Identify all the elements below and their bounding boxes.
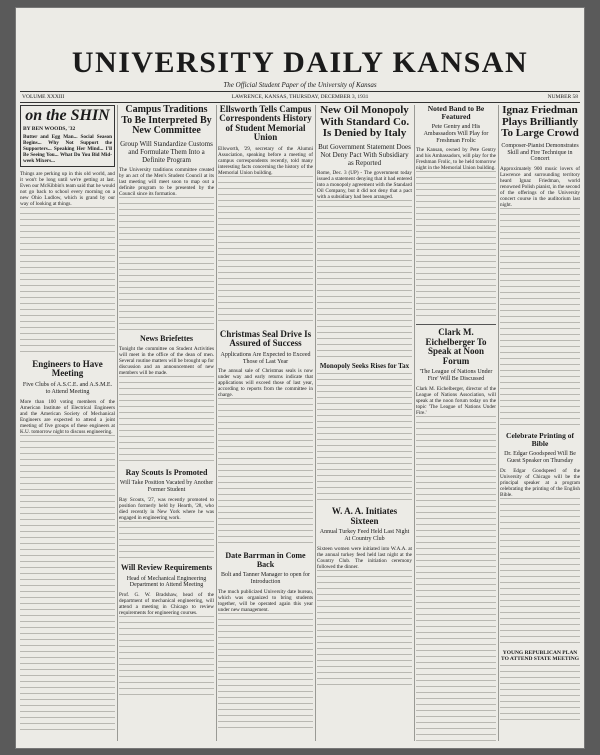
noted-band-subhead: Pete Gentry and His Ambassadors Will Play for Freshman Frolic — [423, 123, 489, 144]
memorial-union-text-lines — [218, 176, 313, 326]
date-bureau-text: The much publicized University date bureau, which was organized to bring students together, will be operated again this year under new management. — [218, 588, 313, 613]
on-the-shin-title: on the SHIN — [25, 107, 110, 124]
oil-monopoly-headline: New Oil Monopoly With Standard Co. Is Denied by Italy — [319, 105, 410, 140]
oil-monopoly-text: Rome, Dec. 3 (UP) - The government today issued a statement denying that it had entered into a monopoly agreement with the Standard Oil Company, but it did not deny that a pact with a subsidiary had been arranged. — [317, 169, 412, 200]
noted-band-text-lines — [416, 171, 496, 321]
date-bureau-headline: Date Barrman in Come Back — [225, 551, 306, 569]
friedman-headline: Ignaz Friedman Plays Brilliantly To Large Crowd — [501, 105, 579, 140]
column-4 — [317, 105, 412, 743]
column-rule — [315, 105, 316, 741]
review-requirements-subhead: Head of Mechanical Engineering Department to Attend Meeting — [126, 575, 207, 589]
oil-monopoly-subhead: But Government Statement Does Not Deny Pact With Subsidiary as Reported — [318, 142, 411, 167]
noted-band-headline: Noted Band to Be Featured — [427, 105, 485, 121]
bible-subhead: Dr. Edgar Goodspeed Will Be Guest Speaker on Thursday — [504, 451, 576, 464]
ray-scouts-headline: Ray Scouts Is Promoted — [125, 468, 208, 478]
traditions-text: The University traditions committee created by an act of the Men's Student Council at its last meeting will meet soon to map out a definite program to be presented by the Council since its formation. — [119, 166, 214, 197]
eichelberger-subhead: 'The League of Nations Under Fire' Will Be Discussed — [419, 369, 493, 383]
monopoly-tax-text-lines — [317, 373, 412, 503]
briefettes-text-lines — [119, 376, 214, 466]
ray-scouts-subhead: Will Take Position Vacated by Another Former Student — [119, 480, 214, 494]
engineers-headline: Engineers to Have Meeting — [32, 359, 103, 379]
friedman-text: Approximately 900 music lovers of Lawrence and surrounding territory heard Ignaz Friedman, world renowned Polish pianist, in the second of the offerings of the University concert course in the auditorium last night. — [500, 166, 580, 209]
engineers-subhead: Five Clubs of A.S.C.E. and A.S.M.E. to Attend Meeting — [22, 381, 113, 395]
date-bureau-text-lines — [218, 613, 313, 733]
young-republican-text-lines — [500, 665, 580, 725]
monopoly-tax-headline: Monopoly Seeks Rises for Tax — [319, 361, 410, 370]
ray-scouts-text: Ray Scouts, '27, was recently promoted to position formerly held by Hearth, '28, who died recently in New York where he was engaged in engineering work. — [119, 497, 214, 522]
column-6 — [500, 105, 580, 743]
ray-scouts-text-lines — [119, 521, 214, 561]
traditions-subhead: Group Will Standardize Customs and Formulate Them Into a Definite Program — [120, 139, 213, 164]
briefettes-text: Tonight the committee on Student Activities will meet in the office of the dean of men. Several routine matters will be brought up for discussion and an announcement of new members will be made. — [119, 346, 214, 377]
review-requirements-headline: Will Review Requirements — [120, 563, 213, 573]
friedman-text-lines — [500, 208, 580, 428]
christmas-seal-headline: Christmas Seal Drive Is Assured of Success — [219, 328, 312, 349]
issue-number: NUMBER 58 — [547, 94, 578, 100]
column-2 — [119, 105, 214, 743]
news-briefettes-headline: News Briefettes — [139, 333, 194, 343]
column-1 — [20, 105, 115, 743]
memorial-union-text: Ellsworth, '29, secretary of the Alumni Association, speaking before a meeting of campus correspondents recently, told many interesting facts concerning the history of the Memorial Union building. — [218, 145, 313, 176]
date-bureau-subhead: Bolt and Tanner Manager to open for Introduction — [220, 572, 311, 586]
dateline-bar — [20, 91, 580, 103]
engineers-text: More than 100 voting members of the American Institute of Electrical Engineers and the American Society of Mechanical Engineers are expected to attend a joint meeting of five groups of these engineers at K.U. tomorrow night to discuss engineering. — [20, 398, 115, 435]
shin-text: Things are perking up in this old world, and it won't be long until we're getting at last. Even our McKibbin's team said that he would not go back to school every morning on a new Ohio Ludlow, which is grand by our way of looking at things. — [20, 171, 115, 207]
eichelberger-text: Clark M. Eichelberger, director of the League of Nations Association, will speak at the noon forum today on the topic 'The League of Nations Under Fire.' — [416, 385, 496, 416]
masthead-title: UNIVERSITY DAILY KANSAN — [71, 46, 529, 79]
shin-byline: BY BEN WOODS, '32 — [23, 126, 76, 132]
column-3 — [218, 105, 313, 743]
masthead-tagline: The Official Student Paper of the University of Kansas — [223, 81, 377, 89]
oil-monopoly-text-lines — [317, 200, 412, 360]
waa-headline: W. A. A. Initiates Sixteen — [331, 506, 398, 526]
volume-label: VOLUME XXXIII — [22, 94, 65, 100]
on-the-shin-box — [20, 105, 115, 167]
young-republican-headline: YOUNG REPUBLICAN PLAN TO ATTEND STATE MEETING — [501, 649, 579, 662]
eichelberger-text-lines — [416, 416, 496, 743]
bible-text: Dr. Edgar Goodspeed of the University of Chicago will be the principal speaker at a program celebrating the printing of the English Bible. — [500, 467, 580, 498]
christmas-seal-text-lines — [218, 398, 313, 548]
traditions-text-lines — [119, 197, 214, 332]
christmas-seal-subhead: Applications Are Expected to Exceed Those of Last Year — [220, 351, 311, 365]
newspaper-page — [16, 8, 584, 748]
column-rule — [414, 105, 415, 741]
review-text: Prof. G. W. Bradshaw, head of the department of mechanical engineering, will attend a meeting in Chicago to review requirements for engineering courses. — [119, 592, 214, 617]
shin-text-lines — [20, 207, 115, 357]
traditions-headline: Campus Traditions To Be Interpreted By New Committee — [121, 105, 212, 136]
noted-band-text: The Kansan, owned by Pete Gentry and his Ambassadors, will play for the Freshman Frolic, to be held tomorrow night in the Memorial Union building. — [416, 147, 496, 172]
column-rule — [216, 105, 217, 741]
christmas-seal-text: The annual sale of Christmas seals is now under way and early returns indicate that applications will exceed those of last year, according to reports from the committee in charge. — [218, 368, 313, 399]
bible-text-lines — [500, 498, 580, 648]
engineers-text-lines — [20, 435, 115, 735]
waa-text-lines — [317, 570, 412, 690]
memorial-union-headline: Ellsworth Tells Campus Correspondents History of Student Memorial Union — [219, 105, 312, 143]
shin-headline: Butter and Egg Man... Social Season Begins... Why Not Support the Supporters... Speaking Her Mind... I'll Be Seeing You... What Do You Bid Mid-week Mixers... — [23, 134, 112, 164]
bible-headline: Celebrate Printing of Bible — [506, 431, 574, 449]
friedman-subhead: Composer-Pianist Demonstrates Skill and Fire Technique in Concert — [501, 142, 579, 163]
date-location: LAWRENCE, KANSAS, THURSDAY, DECEMBER 3, 1931 — [231, 94, 369, 100]
eichelberger-headline: Clark M. Eichelberger To Speak at Noon Forum — [425, 327, 487, 366]
review-text-lines — [119, 616, 214, 696]
column-rule — [498, 105, 499, 741]
column-5 — [416, 105, 496, 743]
waa-text: Sixteen women were initiated into W.A.A. at the annual turkey feed held last night at the Country Club. The initiation ceremony followed the dinner. — [317, 545, 412, 570]
waa-subhead: Annual Turkey Feed Held Last Night At Country Club — [319, 529, 410, 542]
column-rule — [117, 105, 118, 741]
